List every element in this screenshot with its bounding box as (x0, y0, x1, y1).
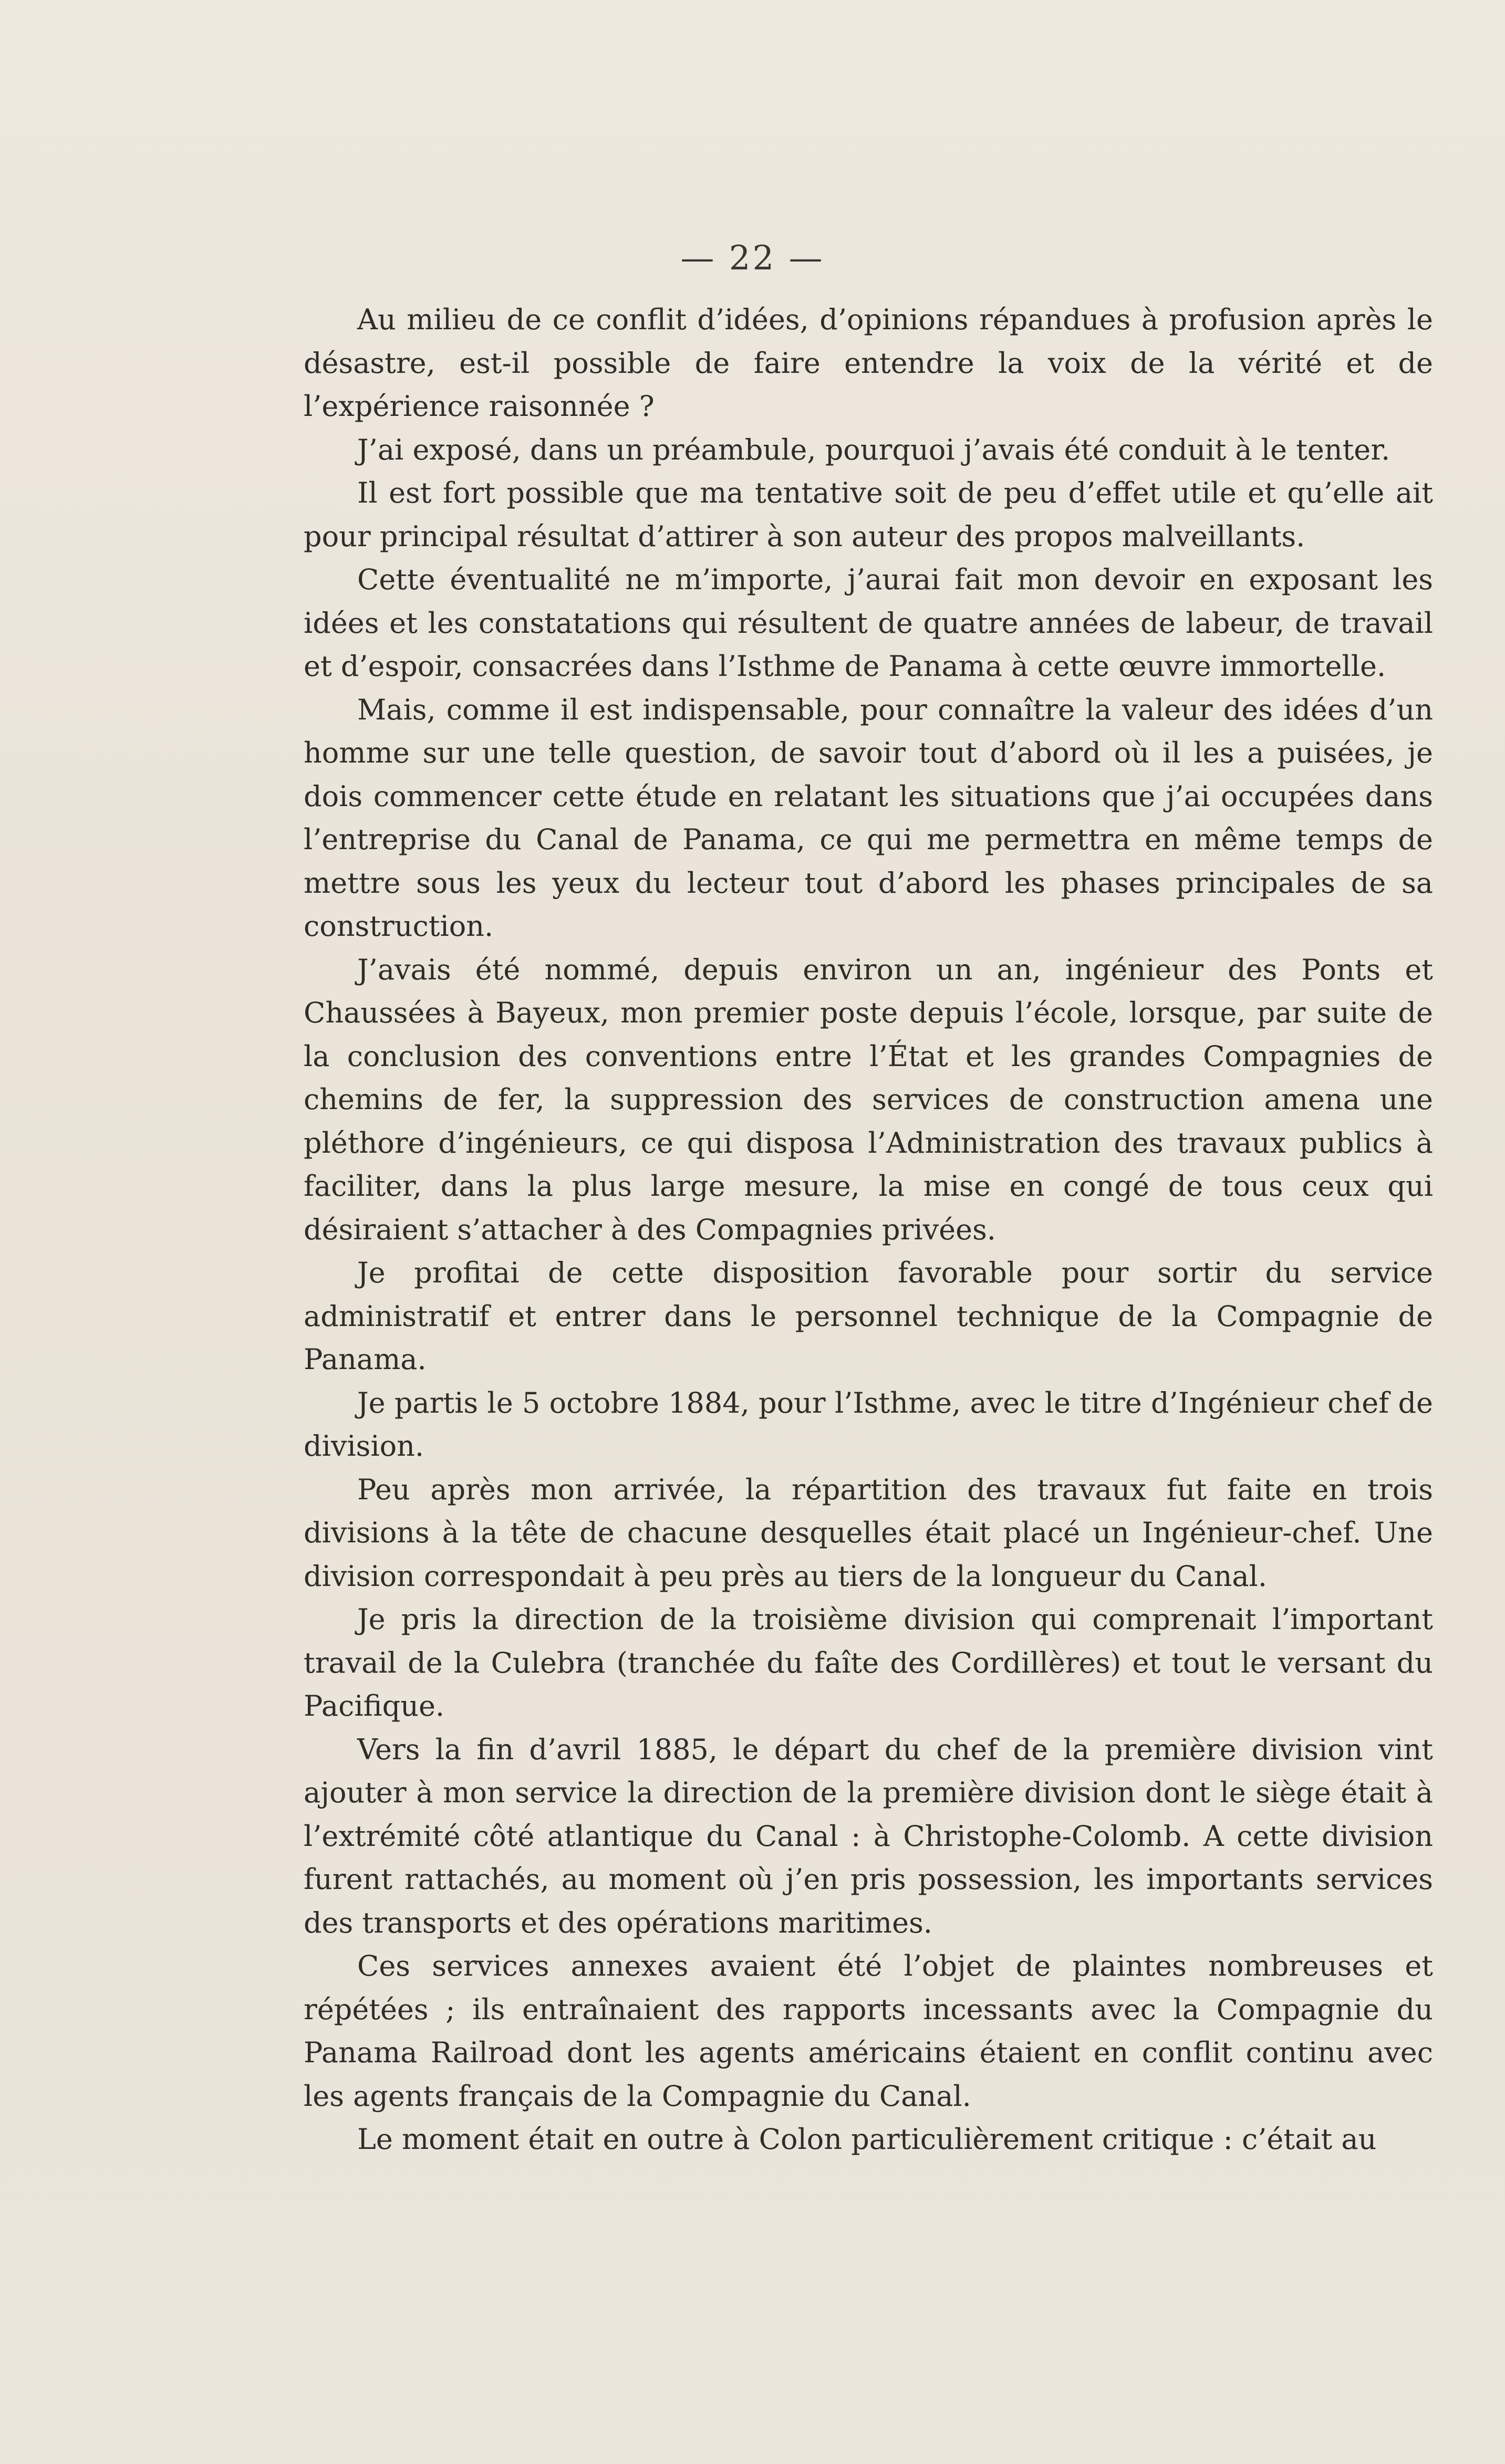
page-number: — 22 — (680, 239, 825, 278)
paragraph: Je profitai de cette disposition favorable pour sortir du service administratif et entrer dans le personnel technique de la Compagnie de Panama. (304, 1256, 1433, 1376)
paragraph: Peu après mon arrivée, la répartition des travaux fut faite en trois divisions à la tête de chacune desquelles était placé un Ingénieur-chef. Une division correspondait à peu près au tiers de la longueur du Canal. (304, 1473, 1433, 1593)
paragraph: Ces services annexes avaient été l’objet de plaintes nombreuses et répétées ; ils entraînaient des rapports incessants avec la Compagnie du Panama Railroad dont les agents américains étaient en conflit continu avec les agents français de la Compagnie du Canal. (304, 1949, 1433, 2113)
paragraph: J’avais été nommé, depuis environ un an, ingénieur des Ponts et Chaussées à Bayeux, mon premier poste depuis l’école, lorsque, par suite de la conclusion des conventions entre l’État et les grandes Compagnies de chemins de fer, la suppression des services de construction amena une pléthore d’ingénieurs, ce qui disposa l’Administration des travaux publics à faciliter, dans la plus large mesure, la mise en congé de tous ceux qui désiraient s’attacher à des Compagnies privées. (304, 953, 1433, 1246)
paragraph: Cette éventualité ne m’importe, j’aurai fait mon devoir en exposant les idées et les constatations qui résultent de quatre années de labeur, de travail et d’espoir, consacrées dans l’Isthme de Panama à cette œuvre immortelle. (304, 563, 1433, 683)
paragraph: J’ai exposé, dans un préambule, pourquoi j’avais été conduit à le tenter. (357, 433, 1390, 466)
body-text (304, 298, 1433, 2162)
paragraph: Vers la fin d’avril 1885, le départ du chef de la première division vint ajouter à mon service la direction de la première division dont le siège était à l’extrémité côté atlantique du Canal : à Christophe-Colomb. A cette division furent rattachés, au moment où j’en pris possession, les importants services des transports et des opérations maritimes. (304, 1732, 1433, 1939)
paragraph: Au milieu de ce conflit d’idées, d’opinions répandues à profusion après le désastre, est-il possible de faire entendre la voix de la vérité et de l’expérience raisonnée ? (304, 303, 1433, 423)
paragraph: Mais, comme il est indispensable, pour connaître la valeur des idées d’un homme sur une telle question, de savoir tout d’abord où il les a puisées, je dois commencer cette étude en relatant les situations que j’ai occupées dans l’entreprise du Canal de Panama, ce qui me permettra en même temps de mettre sous les yeux du lecteur tout d’abord les phases principales de sa construction. (304, 693, 1433, 943)
paragraph: Le moment était en outre à Colon particulièrement critique : c’était au (357, 2123, 1377, 2156)
paragraph: Je pris la direction de la troisième division qui comprenait l’important travail de la Culebra (tranchée du faîte des Cordillères) et tout le versant du Pacifique. (304, 1603, 1433, 1722)
paragraph: Il est fort possible que ma tentative soit de peu d’effet utile et qu’elle ait pour principal résultat d’attirer à son auteur des propos malveillants. (304, 476, 1433, 553)
paragraph: Je partis le 5 octobre 1884, pour l’Isthme, avec le titre d’Ingénieur chef de division. (304, 1386, 1433, 1463)
